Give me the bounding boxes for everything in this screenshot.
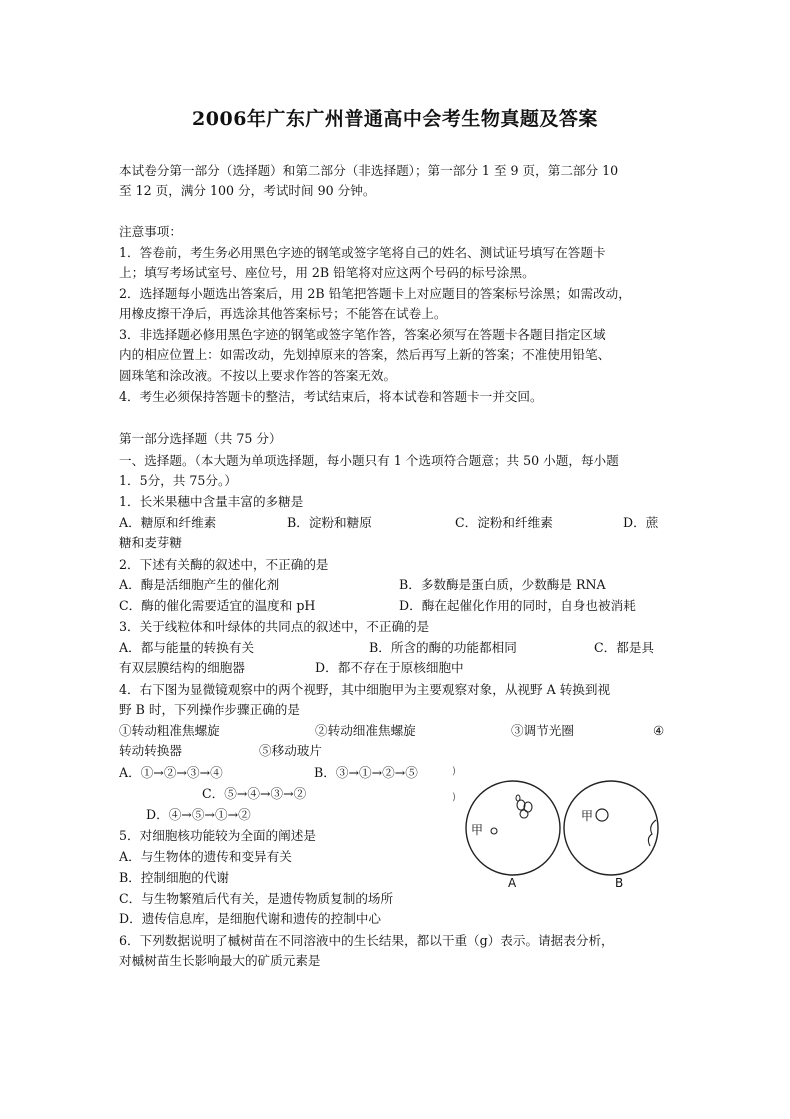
microscope-figure xyxy=(452,762,672,896)
part1-heading: 第一部分选择题（共 75 分） xyxy=(119,431,282,446)
q2-option-d: D．酶在起催化作用的同时，自身也被消耗 xyxy=(399,598,636,613)
field-a-label: A xyxy=(508,876,517,890)
q2-options-row xyxy=(119,596,671,616)
q1-option-c: C．淀粉和纤维素 xyxy=(455,515,553,530)
q3-stem: 3．关于线粒体和叶绿体的共同点的叙述中，不正确的是 xyxy=(119,619,430,634)
field-b-circle xyxy=(564,781,658,875)
q2-option-c: C．酶的催化需要适宜的温度和 pH xyxy=(119,598,316,613)
q5-option-b: B．控制细胞的代谢 xyxy=(119,870,230,885)
q5-option-c: C．与生物繁殖后代有关，是遗传物质复制的场所 xyxy=(119,891,394,906)
part1-instruction: 1．5分，共 75分。） xyxy=(119,473,237,488)
q1-options xyxy=(119,513,671,533)
notice-line: 内的相应位置上：如需改动，先划掉原来的答案，然后再写上新的答案；不准使用铅笔、 xyxy=(119,347,611,362)
q5-option-d: D．遗传信息库，是细胞代谢和遗传的控制中心 xyxy=(119,911,381,926)
q3-option-c: C．都是具 xyxy=(594,640,655,655)
other-cell xyxy=(516,795,520,801)
notice-line: 3．非选择题必修用黑色字迹的钢笔或签字笔作答，答案必须写在答题卡各题目指定区域 xyxy=(119,327,606,342)
q4-stem: 4．右下图为显微镜观察中的两个视野，其中细胞甲为主要观察对象，从视野 A 转换到视 xyxy=(119,682,611,697)
q3-option-c-cont: 有双层膜结构的细胞器 xyxy=(119,660,245,675)
svg-text:): ) xyxy=(452,792,456,803)
intro-line: 至 12 页，满分 100 分，考试时间 90 分钟。 xyxy=(119,183,376,198)
q3-options-row xyxy=(119,638,671,658)
notice-line: 用橡皮擦干净后，再选涂其他答案标号；不能答在试卷上。 xyxy=(119,306,447,321)
notice-line: 圆珠笔和涂改液。不按以上要求作答的答案无效。 xyxy=(119,368,397,383)
q6-stem: 对槭树苗生长影响最大的矿质元素是 xyxy=(119,953,321,968)
q4-step-4-cont: 转动转换器 xyxy=(119,743,182,758)
page-title: 2006年广东广州普通高中会考生物真题及答案 xyxy=(192,108,598,130)
microscope-fields-drawing xyxy=(452,762,672,896)
intro-line: 本试卷分第一部分（选择题）和第二部分（非选择题）；第一部分 1 至 9 页，第二部分 10 xyxy=(119,163,619,178)
q1-option-a: A．糖原和纤维素 xyxy=(119,515,217,530)
other-cell xyxy=(520,810,528,818)
notice-line: 1．答卷前，考生务必用黑色字迹的钢笔或签字笔将自己的姓名、测试证号填写在答题卡 xyxy=(119,245,606,260)
q4-step-4: ④ xyxy=(653,723,665,738)
q4-option-c: C．⑤→④→③→② xyxy=(202,786,307,801)
cell-jia-large xyxy=(596,809,608,821)
field-a-cell-label: 甲 xyxy=(471,823,484,837)
q1-option-b: B．淀粉和糖原 xyxy=(287,515,372,530)
q3-options-row xyxy=(119,658,671,678)
field-b-label: B xyxy=(615,876,624,890)
q1-stem: 1．长米果穗中含量丰富的多糖是 xyxy=(119,494,304,509)
notice-heading: 注意事项： xyxy=(119,224,182,239)
notice-line: 上；填写考场试室号、座位号，用 2B 铅笔将对应这两个号码的标号涂黑。 xyxy=(119,265,535,280)
q1-option-d-cont: 糖和麦芽糖 xyxy=(119,535,182,550)
q3-option-d: D．都不存在于原核细胞中 xyxy=(315,660,464,675)
svg-text:): ) xyxy=(452,766,456,777)
field-b-cell-label: 甲 xyxy=(581,809,594,823)
cell-jia-small xyxy=(491,828,497,834)
q4-step-5: ⑤移动玻片 xyxy=(259,743,322,758)
other-cell-edge xyxy=(648,820,656,846)
q4-step-1: ①转动粗准焦螺旋 xyxy=(119,723,220,738)
q6-stem: 6．下列数据说明了槭树苗在不同溶液中的生长结果，都以干重（g）表示。请据表分析， xyxy=(119,933,614,948)
q4-option-a: A．①→②→③→④ xyxy=(119,765,223,780)
q4-steps-row xyxy=(119,721,671,741)
q1-option-d: D．蔗 xyxy=(623,515,659,530)
q4-step-3: ③调节光圈 xyxy=(511,723,574,738)
q4-option-b: B．③→①→②→⑤ xyxy=(314,765,418,780)
q2-options-row xyxy=(119,575,671,595)
q3-option-a: A．都与能量的转换有关 xyxy=(119,640,255,655)
q4-steps-row xyxy=(119,741,671,761)
q4-option-d: D．④→⑤→①→② xyxy=(146,807,251,822)
notice-line: 4．考生必须保持答题卡的整洁，考试结束后，将本试卷和答题卡一并交回。 xyxy=(119,389,543,404)
q4-options-row xyxy=(119,763,449,783)
q2-stem: 2．下述有关酶的叙述中，不正确的是 xyxy=(119,557,329,572)
notice-line: 2．选择题每小题选出答案后，用 2B 铅笔把答题卡上对应题目的答案标号涂黑；如需改动， xyxy=(119,286,631,301)
q2-option-a: A．酶是活细胞产生的催化剂 xyxy=(119,577,280,592)
q5-option-a: A．与生物体的遗传和变异有关 xyxy=(119,849,292,864)
part1-instruction: 一、选择题。（本大题为单项选择题，每小题只有 1 个选项符合题意；共 50 小题，每小题 xyxy=(119,453,619,468)
q4-stem: 野 B 时，下列操作步骤正确的是 xyxy=(119,702,300,717)
q4-step-2: ②转动细准焦螺旋 xyxy=(315,723,416,738)
q2-option-b: B．多数酶是蛋白质，少数酶是 RNA xyxy=(399,577,606,592)
q5-stem: 5．对细胞核功能较为全面的阐述是 xyxy=(119,828,316,843)
q3-option-b: B．所含的酶的功能都相同 xyxy=(369,640,517,655)
